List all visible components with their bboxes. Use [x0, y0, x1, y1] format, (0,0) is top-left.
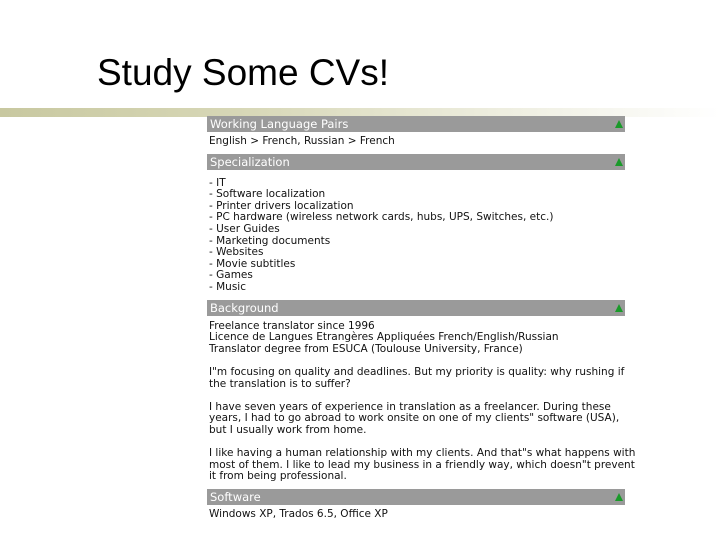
section-heading: Background [210, 300, 279, 315]
body-line: I like having a human relationship with my clients. And that"s what happens with [209, 447, 636, 460]
body-line: Windows XP, Trados 6.5, Office XP [209, 507, 388, 520]
slide-title: Study Some CVs! [97, 52, 390, 93]
section-header[interactable] [207, 154, 625, 170]
section-heading: Specialization [210, 154, 290, 169]
list-item: - User Guides [209, 222, 280, 235]
section-body [207, 170, 625, 300]
list-item: - Websites [209, 246, 264, 259]
collapse-arrow-icon[interactable] [615, 493, 623, 501]
body-line: I"m focusing on quality and deadlines. But my priority is quality: why rushing if [209, 365, 625, 378]
body-line: Translator degree from ESUCA (Toulouse University, France) [209, 342, 523, 355]
list-item: - Music [209, 280, 247, 293]
list-item: - Games [209, 269, 253, 282]
section-header[interactable] [207, 300, 625, 316]
body-line: the translation is to suffer? [209, 377, 351, 390]
body-line: I have seven years of experience in translation as a freelancer. During these [209, 400, 611, 413]
section-header[interactable] [207, 489, 625, 505]
body-line: years, I had to go abroad to work onsite on one of my clients" software (USA), [209, 412, 620, 425]
section-body [207, 316, 636, 489]
body-line: Licence de Langues Etrangères Appliquées French/English/Russian [209, 331, 559, 344]
section-background [207, 300, 636, 489]
section-body [207, 505, 625, 527]
list-item: - Marketing documents [209, 234, 331, 247]
section-working-language-pairs [207, 116, 625, 154]
list-item: - Movie subtitles [209, 257, 296, 270]
section-heading: Working Language Pairs [210, 117, 349, 131]
collapse-arrow-icon[interactable] [615, 120, 623, 128]
body-line: but I usually work from home. [209, 423, 367, 436]
body-line: it from being professional. [209, 470, 347, 483]
section-body [207, 132, 625, 154]
list-item: - Software localization [209, 188, 326, 201]
section-heading: Software [210, 489, 261, 504]
body-line: most of them. I like to lead my business in a friendly way, which doesn"t prevent [209, 458, 635, 471]
collapse-arrow-icon[interactable] [615, 158, 623, 166]
paragraph-gap [209, 390, 623, 402]
section-header[interactable] [207, 116, 625, 132]
section-specialization [207, 154, 625, 300]
cv-panel [207, 116, 636, 526]
list-item: - PC hardware (wireless network cards, hubs, UPS, Switches, etc.) [209, 211, 554, 224]
collapse-arrow-icon[interactable] [615, 304, 623, 312]
list-item: - Printer drivers localization [209, 199, 354, 212]
section-software [207, 489, 625, 527]
list-item: - IT [209, 176, 226, 189]
body-line: Freelance translator since 1996 [209, 319, 375, 332]
body-line: English > French, Russian > French [209, 135, 395, 147]
